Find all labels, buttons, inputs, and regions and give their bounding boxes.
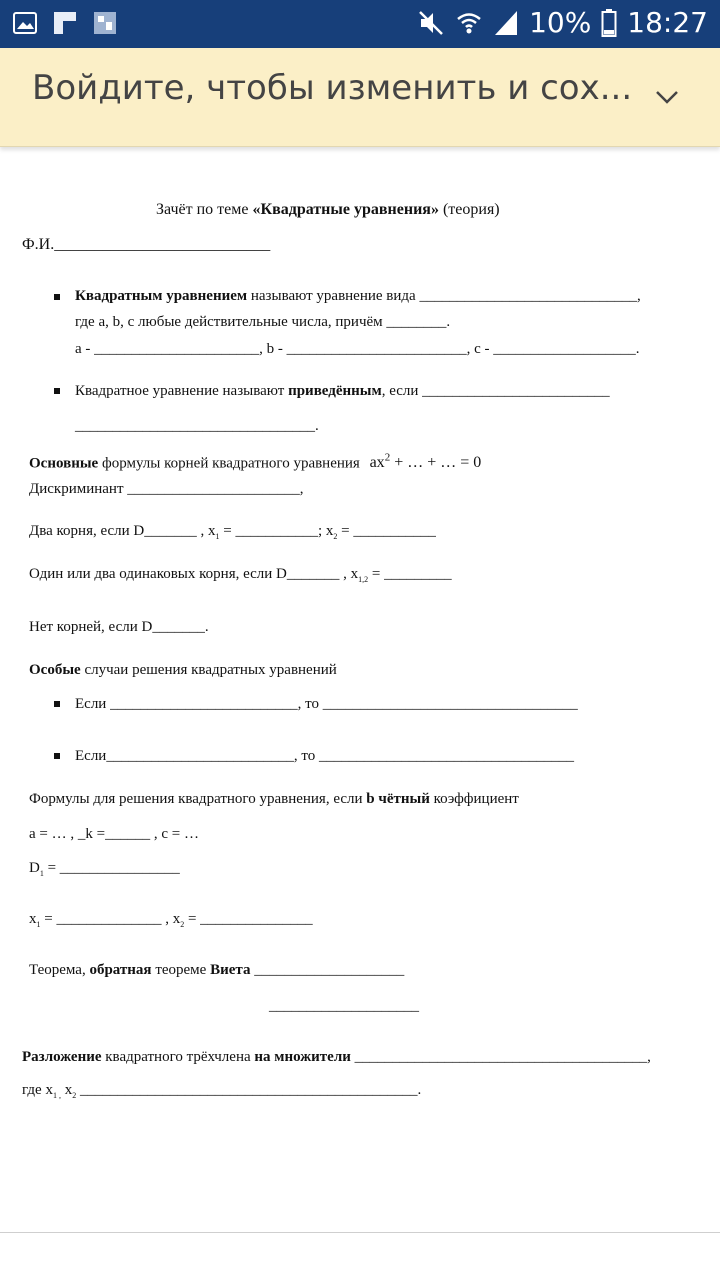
one-root-blank: = _________ [368, 566, 452, 582]
definition-line [75, 288, 641, 305]
term-inverse: обратная [89, 962, 152, 978]
chevron-down-icon[interactable] [652, 82, 682, 112]
status-bar [0, 0, 720, 48]
special-case-2: Если_________________________, то __________________________________ [75, 748, 574, 764]
subscript: 1 [36, 920, 41, 929]
no-roots-line: Нет корней, если D_______. [29, 619, 209, 635]
battery-percent: 10% [529, 6, 592, 39]
special-cases-heading [29, 662, 337, 679]
page-divider [0, 1232, 720, 1233]
vieta-blank: ____________________ [250, 962, 405, 978]
formula-rest: + … + … = 0 [390, 454, 482, 472]
coefficients-a-k-c: a = … , _k =______ , c = … [29, 826, 199, 842]
reduced-text: Квадратное уравнение называют [75, 383, 289, 399]
system-icons [417, 6, 708, 39]
term-special: Особые [29, 662, 81, 678]
general-formula [370, 454, 482, 471]
app-icon [52, 10, 78, 36]
document-page [0, 146, 720, 1232]
formula-exponent: 2 [384, 452, 391, 464]
bullet [54, 294, 60, 300]
term-reduced: приведённым [288, 383, 382, 399]
term-factorization: Разложение [22, 1049, 102, 1065]
document-title [156, 201, 500, 219]
factor-text: квадратного трёхчлена [101, 1049, 255, 1065]
mute-icon [417, 9, 445, 37]
formulas-text: формулы корней квадратного уравнения [98, 455, 360, 472]
coefficients-line: где a, b, c любые действительные числа, причём ________. [75, 314, 451, 330]
one-root-text: Один или два одинаковых корня, если D_______ , x [29, 566, 359, 582]
term-main: Основные [29, 455, 99, 472]
reduced-blank: , если _________________________ [381, 383, 610, 399]
factorization-line [22, 1049, 651, 1066]
two-roots-x2: = ___________ [337, 523, 436, 539]
battery-icon [601, 8, 617, 38]
title-prefix: Зачёт по теме [156, 201, 253, 218]
subscript: 1 [39, 869, 44, 878]
vieta-mid: теореме [151, 962, 211, 978]
special-text: случаи решения квадратных уравнений [80, 662, 337, 678]
sign-in-banner[interactable] [0, 48, 720, 147]
x2-blank: = _______________ [184, 911, 313, 927]
bullet [54, 388, 60, 394]
two-roots-x1: = ___________; x [219, 523, 334, 539]
notification-icons [12, 10, 118, 36]
subscript: 2 [333, 532, 338, 541]
fio-field: Ф.И.___________________________ [22, 236, 271, 253]
factor-blank: _______________________________________, [350, 1049, 651, 1065]
one-root-line [29, 566, 452, 584]
image-icon [92, 10, 118, 36]
term-factors: на множители [254, 1049, 351, 1065]
vieta-line [29, 962, 404, 979]
d1-blank: = ________________ [43, 860, 180, 876]
signal-icon [493, 9, 519, 37]
wifi-icon [455, 9, 483, 37]
two-roots-text: Два корня, если D_______ , x [29, 523, 216, 539]
term-quadratic-equation: Квадратным уравнением [75, 288, 248, 304]
x-label: x [29, 911, 37, 927]
definition-text: называют уравнение вида _____________________________, [247, 288, 641, 304]
title-suffix: (теория) [438, 201, 500, 218]
reduced-blank-line: ________________________________. [75, 418, 319, 434]
where-x2: x [60, 1082, 73, 1098]
d1-label: D [29, 860, 40, 876]
term-vieta: Виета [210, 962, 251, 978]
subscript: 1 [215, 532, 220, 541]
even-b-text: Формулы для решения квадратного уравнения, если [29, 791, 367, 807]
gallery-icon [12, 10, 38, 36]
discriminant-line: Дискриминант _______________________, [29, 481, 304, 497]
formula-ax: ax [369, 454, 385, 472]
subscript: 2 [180, 920, 185, 929]
x-roots-line [29, 911, 313, 929]
where-blank: _____________________________________________. [76, 1082, 422, 1098]
vieta-blank-line: ____________________ [269, 998, 419, 1014]
reduced-equation-line [75, 383, 610, 400]
where-roots-line [22, 1082, 421, 1100]
vieta-text: Теорема, [29, 962, 90, 978]
x1-blank: = ______________ , x [40, 911, 181, 927]
special-case-1: Если _________________________, то __________________________________ [75, 696, 578, 712]
bullet [54, 701, 60, 707]
even-b-suffix: коэффициент [429, 791, 519, 807]
subscript: 1,2 [358, 575, 369, 584]
main-formulas-heading [29, 452, 481, 472]
clock: 18:27 [627, 6, 708, 39]
banner-text[interactable]: Войдите, чтобы изменить и сох... [32, 68, 633, 108]
d1-line [29, 860, 180, 878]
subscript: 2 [72, 1091, 77, 1100]
term-even-b: b чётный [366, 791, 430, 807]
two-roots-line [29, 523, 436, 541]
abc-line: a - ______________________, b - ________________________, c - ___________________. [75, 341, 640, 357]
title-topic: «Квадратные уравнения» [252, 201, 439, 218]
bullet [54, 753, 60, 759]
where-text: где x [22, 1082, 53, 1098]
even-b-heading [29, 791, 519, 808]
subscript: 1 , [52, 1091, 61, 1100]
